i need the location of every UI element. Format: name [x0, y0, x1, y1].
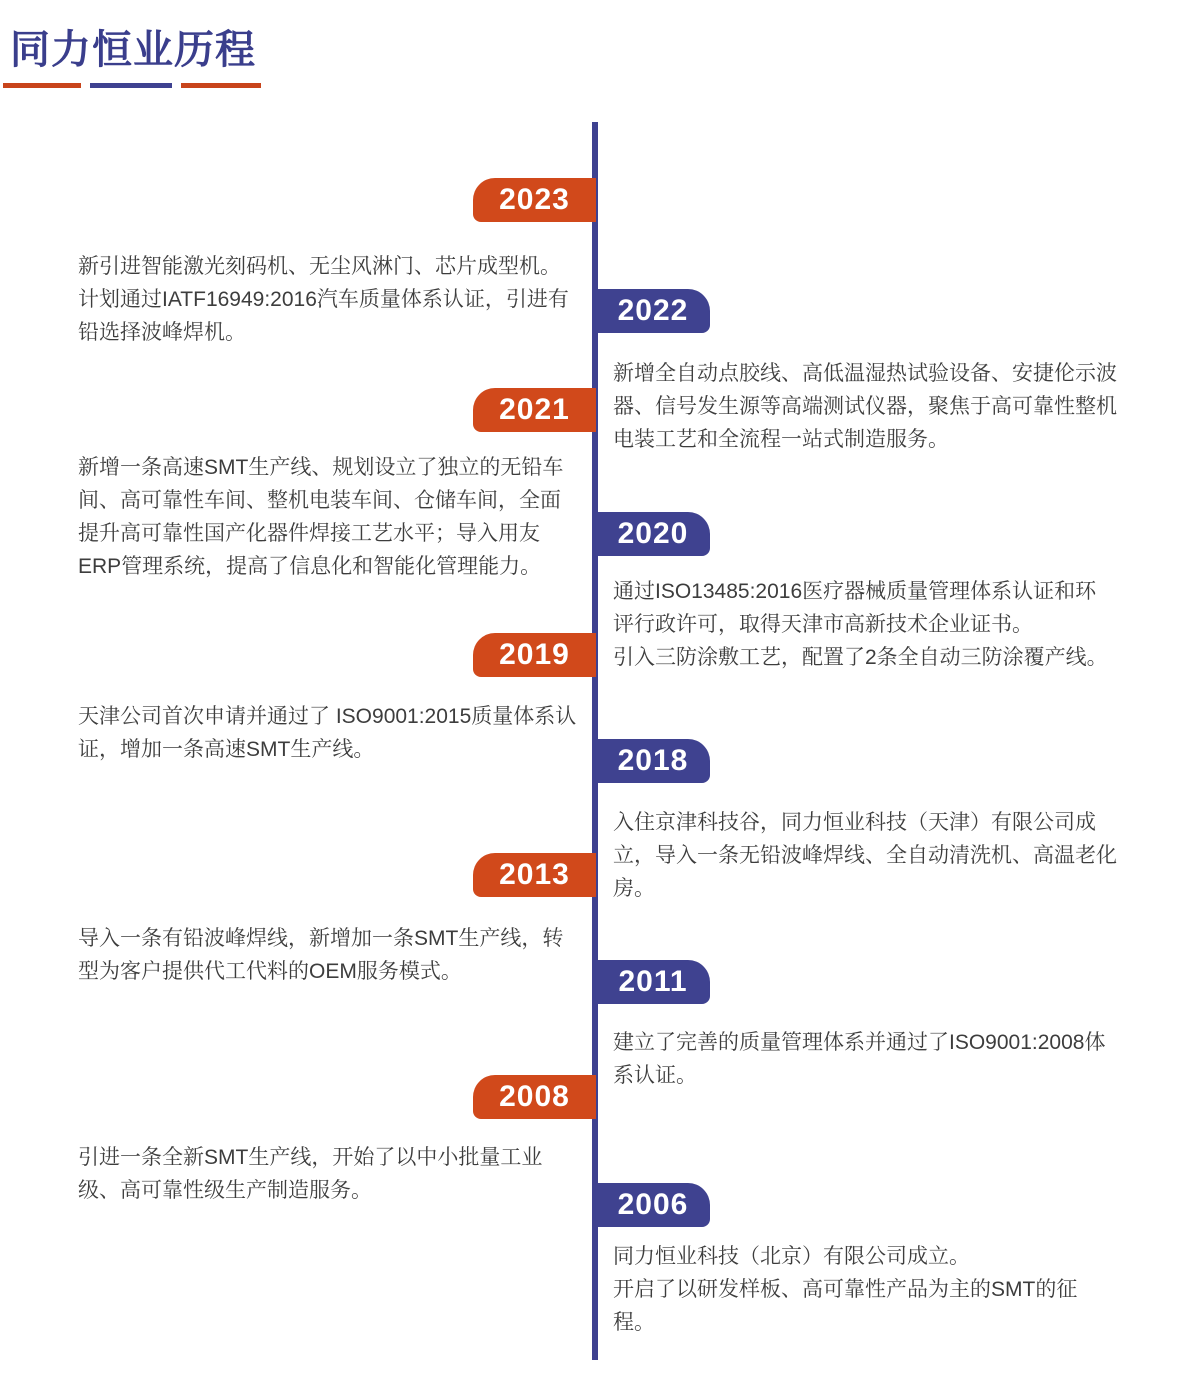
year-tab-2018: 2018: [596, 739, 710, 783]
year-tab-2006: 2006: [596, 1183, 710, 1227]
milestone-2021: [78, 451, 580, 583]
milestone-text: 同力恒业科技（北京）有限公司成立。: [613, 1245, 970, 1268]
year-tab-2022: 2022: [596, 289, 710, 333]
milestone-text: 导入一条有铅波峰焊线，新增加一条SMT生产线，转型为客户提供代工代料的OEM服务模式。: [78, 927, 564, 983]
milestone-text: 入住京津科技谷，同力恒业科技（天津）有限公司成立，导入一条无铅波峰焊线、全自动清洗机、高温老化房。: [613, 811, 1117, 900]
year-tab-2008: 2008: [473, 1075, 596, 1119]
underline-segment-purple: [90, 83, 172, 88]
underline-segment-orange: [181, 83, 261, 88]
milestone-2022: [613, 357, 1117, 456]
year-tab-2023: 2023: [473, 178, 596, 222]
milestone-2018: [613, 806, 1117, 905]
milestone-text: 新引进智能激光刻码机、无尘风淋门、芯片成型机。计划通过IATF16949:2016汽车质量体系认证，引进有铅选择波峰焊机。: [78, 255, 569, 344]
milestone-text: 建立了完善的质量管理体系并通过了ISO9001:2008体系认证。: [613, 1031, 1106, 1087]
year-tab-2020: 2020: [596, 512, 710, 556]
year-tab-2011: 2011: [596, 960, 710, 1004]
page-title: 同力恒业历程: [10, 28, 256, 72]
milestone-2020: [613, 575, 1117, 674]
milestone-2011: [613, 1026, 1117, 1092]
milestone-2023: [78, 250, 580, 349]
title-underline: [3, 83, 261, 88]
milestone-text: 引入三防涂敷工艺，配置了2条全自动三防涂覆产线。: [613, 646, 1108, 669]
milestone-2006: [613, 1240, 1117, 1339]
year-tab-2021: 2021: [473, 388, 596, 432]
milestone-2013: [78, 922, 580, 988]
milestone-2008: [78, 1141, 580, 1207]
milestone-text: 开启了以研发样板、高可靠性产品为主的SMT的征程。: [613, 1278, 1078, 1334]
milestone-2019: [78, 700, 580, 766]
milestone-text: 新增全自动点胶线、高低温湿热试验设备、安捷伦示波器、信号发生源等高端测试仪器，聚焦于高可靠性整机电装工艺和全流程一站式制造服务。: [613, 362, 1117, 451]
year-tab-2013: 2013: [473, 853, 596, 897]
milestone-text: 通过ISO13485:2016医疗器械质量管理体系认证和环评行政许可，取得天津市高新技术企业证书。: [613, 580, 1097, 636]
milestone-text: 引进一条全新SMT生产线，开始了以中小批量工业级、高可靠性级生产制造服务。: [78, 1146, 543, 1202]
milestone-text: 天津公司首次申请并通过了 ISO9001:2015质量体系认证，增加一条高速SMT生产线。: [78, 705, 577, 761]
milestone-text: 新增一条高速SMT生产线、规划设立了独立的无铅车间、高可靠性车间、整机电装车间、仓储车间，全面提升高可靠性国产化器件焊接工艺水平；导入用友ERP管理系统，提高了信息化和智能化管理能力。: [78, 456, 564, 578]
year-tab-2019: 2019: [473, 633, 596, 677]
underline-segment-orange: [3, 83, 81, 88]
